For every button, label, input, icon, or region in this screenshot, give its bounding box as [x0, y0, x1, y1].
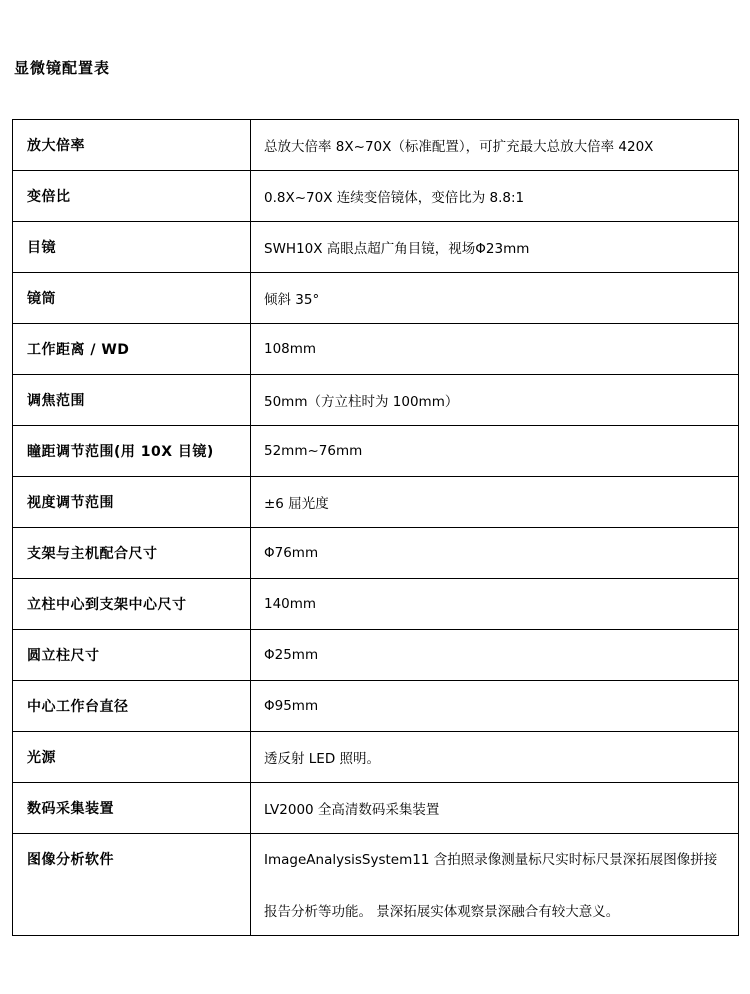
spec-value-cell [251, 120, 738, 170]
table-row [13, 324, 738, 375]
spec-label-cell [13, 528, 251, 578]
spec-label: 镜筒 [27, 291, 56, 307]
spec-label: 数码采集装置 [27, 801, 114, 817]
spec-label: 图像分析软件 [27, 852, 114, 868]
spec-label-cell [13, 171, 251, 221]
spec-value-line: ImageAnalysisSystem11 含拍照录像测量标尺实时标尺景深拓展图像拼接 [264, 852, 718, 868]
spec-value-line: 报告分析等功能。 景深拓展实体观察景深融合有较大意义。 [264, 904, 620, 920]
spec-value-cell [251, 681, 738, 731]
table-row [13, 681, 738, 732]
spec-label: 工作距离 / WD [27, 342, 130, 358]
spec-value-cell [251, 834, 738, 935]
table-row [13, 579, 738, 630]
table-row [13, 528, 738, 579]
spec-label-cell [13, 732, 251, 782]
spec-label: 光源 [27, 750, 56, 766]
table-row [13, 477, 738, 528]
spec-label-cell [13, 222, 251, 272]
spec-label-cell [13, 273, 251, 323]
spec-label: 支架与主机配合尺寸 [27, 546, 158, 562]
spec-value: ±6 屈光度 [264, 496, 329, 512]
spec-value-cell [251, 732, 738, 782]
spec-value: SWH10X 高眼点超广角目镜，视场Φ23mm [264, 241, 530, 257]
spec-value-cell [251, 222, 738, 272]
spec-label: 圆立柱尺寸 [27, 648, 100, 664]
table-row [13, 222, 738, 273]
spec-value: 0.8X~70X 连续变倍镜体，变倍比为 8.8:1 [264, 190, 525, 206]
spec-label: 中心工作台直径 [27, 699, 129, 715]
spec-label-cell [13, 834, 251, 935]
spec-label-cell [13, 324, 251, 374]
spec-label-cell [13, 681, 251, 731]
spec-label-cell [13, 783, 251, 833]
spec-value: 透反射 LED 照明。 [264, 751, 381, 767]
table-row [13, 171, 738, 222]
table-row [13, 783, 738, 834]
spec-value: 140mm [264, 596, 317, 612]
spec-label: 变倍比 [27, 189, 71, 205]
spec-value-cell [251, 273, 738, 323]
spec-label-cell [13, 120, 251, 170]
table-row [13, 732, 738, 783]
table-row [13, 834, 738, 935]
spec-label-cell [13, 477, 251, 527]
spec-value: 52mm~76mm [264, 443, 363, 459]
page-title: 显微镜配置表 [14, 59, 111, 77]
spec-value-cell [251, 579, 738, 629]
spec-value: Φ25mm [264, 647, 319, 663]
spec-value-cell [251, 630, 738, 680]
spec-value-cell [251, 426, 738, 476]
spec-table [12, 119, 739, 936]
spec-label-cell [13, 426, 251, 476]
spec-value-cell [251, 783, 738, 833]
spec-value-cell [251, 477, 738, 527]
spec-value: 50mm（方立柱时为 100mm） [264, 394, 459, 410]
table-row [13, 273, 738, 324]
spec-value-cell [251, 375, 738, 425]
table-row [13, 630, 738, 681]
spec-label: 立柱中心到支架中心尺寸 [27, 597, 187, 613]
spec-value-cell [251, 171, 738, 221]
spec-label: 目镜 [27, 240, 56, 256]
spec-value: Φ76mm [264, 545, 319, 561]
spec-value: 108mm [264, 341, 317, 357]
spec-value: LV2000 全高清数码采集装置 [264, 802, 440, 818]
spec-value: Φ95mm [264, 698, 319, 714]
spec-value: 总放大倍率 8X~70X（标准配置），可扩充最大总放大倍率 420X [264, 139, 654, 155]
spec-value: 倾斜 35° [264, 292, 320, 308]
spec-label-cell [13, 579, 251, 629]
spec-label: 视度调节范围 [27, 495, 114, 511]
spec-label: 调焦范围 [27, 393, 85, 409]
table-row [13, 426, 738, 477]
spec-label: 瞳距调节范围(用 10X 目镜) [27, 444, 214, 460]
spec-label-cell [13, 375, 251, 425]
table-row [13, 375, 738, 426]
spec-value-cell [251, 528, 738, 578]
spec-label: 放大倍率 [27, 138, 85, 154]
spec-label-cell [13, 630, 251, 680]
table-row [13, 120, 738, 171]
spec-value-cell [251, 324, 738, 374]
